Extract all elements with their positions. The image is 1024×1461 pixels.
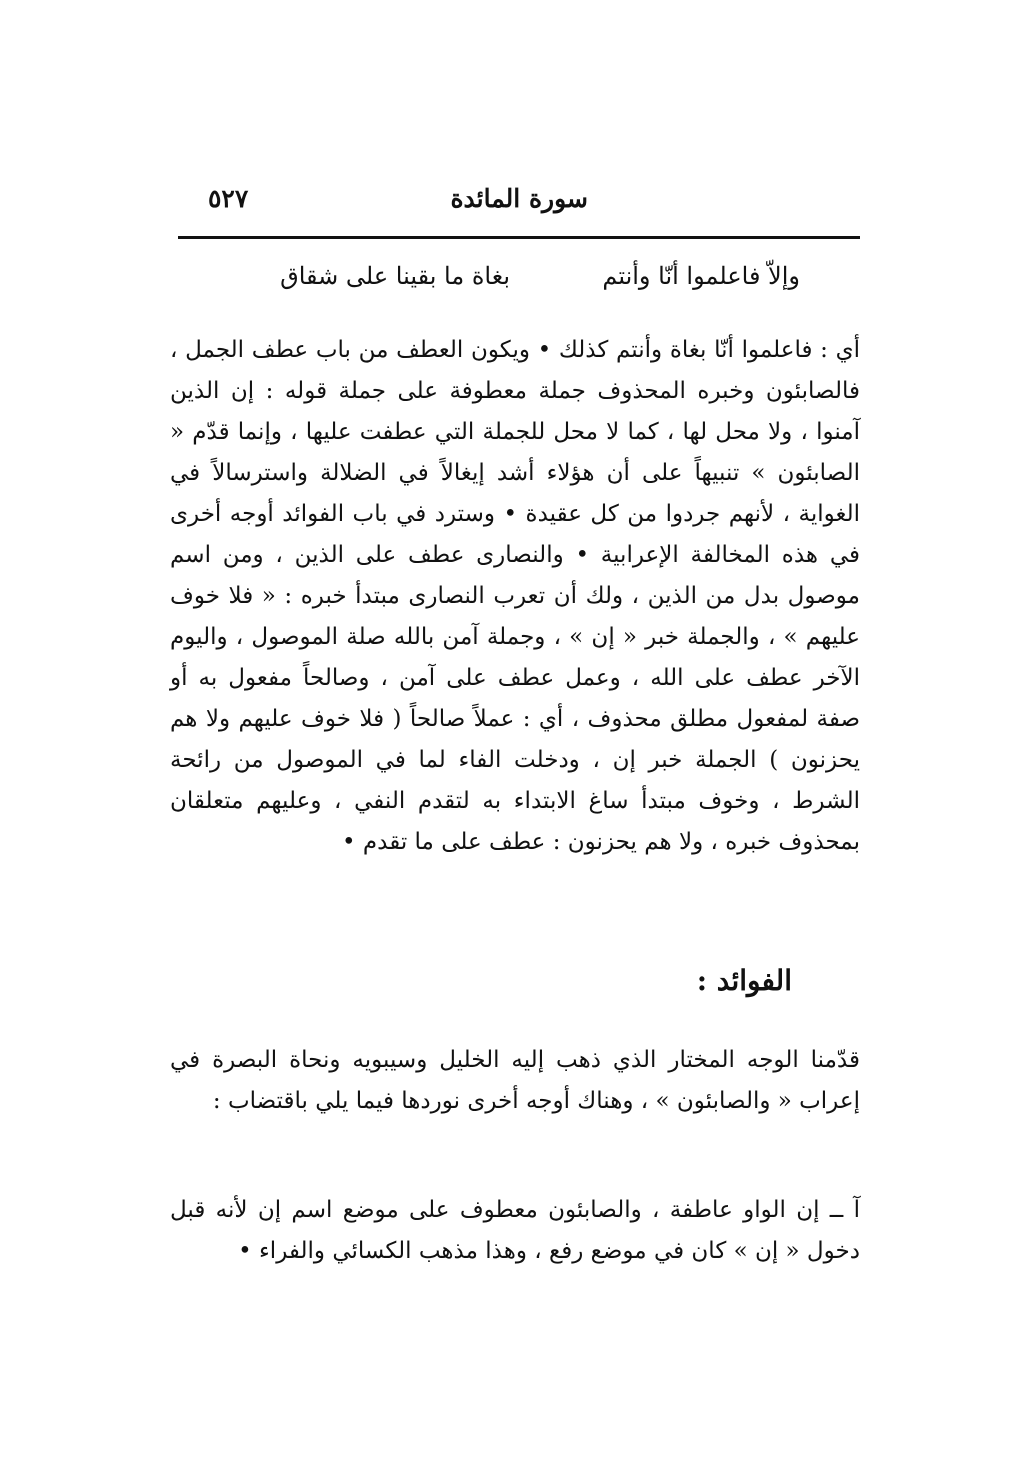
verse-first-hemistich: وإلاّ فاعلموا أنّا وأنتم (602, 262, 800, 290)
verse-second-hemistich: بغاة ما بقينا على شقاق (280, 262, 510, 290)
page-number: ٥٢٧ (208, 184, 249, 213)
running-head (178, 178, 860, 228)
header-rule (178, 236, 860, 239)
benefits-point-a: آ ــ إن الواو عاطفة ، والصابئون معطوف على موضع اسم إن لأنه قبل دخول « إن » كان في موضع رفع ، وهذا مذهب الكسائي والفراء • (170, 1197, 860, 1264)
commentary-paragraph: أي : فاعلموا أنّا بغاة وأنتم كذلك • ويكون العطف من باب عطف الجمل ، فالصابئون وخبره المحذوف جملة معطوفة على جملة قوله : إن الذين آمنوا ، ولا محل لها ، كما لا محل للجملة التي عطفت عليها ، وإنما قدّم « الصابئون » تنبيهاً على أن هؤلاء أشد إيغالاً في الضلالة واسترسالاً في الغواية ، لأنهم جردوا من كل عقيدة • وسترد في باب الفوائد أوجه أخرى في هذه المخالفة الإعرابية • والنصارى عطف على الذين ، ومن اسم موصول بدل من الذين ، ولك أن تعرب النصارى مبتدأ خبره : « فلا خوف عليهم » ، والجملة خبر « إن » ، وجملة آمن بالله صلة الموصول ، واليوم الآخر عطف على الله ، وعمل عطف على آمن ، وصالحاً مفعول به أو صفة لمفعول مطلق محذوف ، أي : عملاً صالحاً ( فلا خوف عليهم ولا هم يحزنون ) الجملة خبر إن ، ودخلت الفاء لما في الموصول من رائحة الشرط ، وخوف مبتدأ ساغ الابتداء به لتقدم النفي ، وعليهم متعلقان بمحذوف خبره ، ولا هم يحزنون : عطف على ما تقدم • (170, 337, 860, 855)
surah-title: سورة المائدة (450, 184, 588, 213)
benefits-heading: الفوائد : (696, 964, 792, 997)
poetry-verse (240, 262, 800, 306)
benefits-intro-paragraph: قدّمنا الوجه المختار الذي ذهب إليه الخليل وسيبويه ونحاة البصرة في إعراب « والصابئون » ، وهناك أوجه أخرى نوردها فيما يلي باقتضاب : (170, 1047, 860, 1114)
